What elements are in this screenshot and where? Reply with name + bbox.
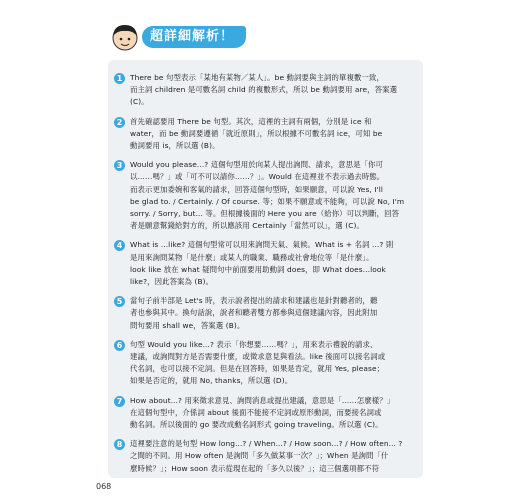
item-text: 首先確認要用 There be 句型。其次，這裡的主詞有兩個，分別是 ice 和 water，而 be 動詞要遵循「就近原則」，所以根據不可數名詞 ice，可知 be 動詞要用 is，所以選 (B)。 [130,116,383,151]
item-number: 2 [114,117,125,128]
item-text: 這裡要注意的是句型 How long...? / When...? / How soon...? / How often... ? 之間的不同。用 How often 是詢問「多久做某事一次？」；When 是詢問「什 麼時候？」；How soon 表示從現在起的「多久以後？」；這三個選項都不符 [130,439,403,473]
item-number: 3 [114,160,125,171]
list-item [114,116,416,153]
list-item [114,239,416,288]
item-number: 8 [114,439,125,450]
list-item [114,72,416,109]
list-item [114,438,416,475]
item-number: 6 [114,340,125,351]
item-text: Would you please...? 這個句型用於向某人提出詢問、請求，意思是「你可 以……嗎？」或「可不可以請你……？」。Would 在這裡並不表示過去時態。 而表示更加委婉和客氣的請求，回答這個句型時，如果願意，可以說 Yes, I'll be glad to. / Certainly. / Of course. 等；如果不願意或不能夠，可以說 No, I'm sorry. / Sorry, but... 等。但根據後面的 Here you are（給你）可以判斷，回答 者是願意幫錢給對方的，所以應該用 Certainly「當然可以」，選 (C)。 [130,160,405,231]
item-text: There be 句型表示「某地有某物／某人」。be 動詞要與主詞的單複數一致， 而主詞 children 是可數名詞 child 的複數形式，所以 be 動詞要用 are，答案選 (C)。 [130,73,398,107]
item-text: How about...? 用來徵求意見、詢問消息或提出建議，意思是「……怎麼樣？」 在這個句型中，介係詞 about 後面不能接不定詞或原形動詞，而要接名詞或 動名詞。所以後面的 go 要改成動名詞形式 going traveling。所以選 (C)。 [130,395,395,430]
list-item [114,395,416,432]
item-text: 當句子前半部是 Let's 時，表示說者提出的請求和建議也是針對聽者的，聽 者也參與其中。換句話說，說者和聽者雙方都參與這個建議內容，因此附加 問句要用 shall we，答案選 (B)。 [130,296,378,330]
boy-face-icon [110,22,140,52]
item-text: 句型 Would you like...? 表示「你想要……嗎？」，用來表示禮貌的請求、 建議，或詢問對方是否需要什麼，或徵求意見與看法。like 後面可以接名詞或 代名詞，也可以接不定詞。但是在回答時，如果是肯定，就用 Yes, please； 如果是否定的，就用 No, thanks，所以選 (D)。 [130,339,386,386]
item-number: 7 [114,396,125,407]
list-item [114,159,416,232]
item-text: What is ...like? 這個句型常可以用來詢問天氣、氣候。What is + 名詞 ...? 則 是用來詢問某物「是什麼」或某人的職業、職務或社會地位等「是什麼」。 look like 放在 what 疑問句中前面要用助動詞 does，即 What does...look like?，因此答案為 (B)。 [130,240,394,287]
item-number: 5 [114,296,125,307]
item-number: 4 [114,240,125,251]
page-number: 068 [96,482,112,491]
book-page [96,12,426,490]
item-number: 1 [114,73,125,84]
list-item [114,295,416,332]
section-title: 超詳細解析！ [142,26,246,48]
list-item [114,339,416,388]
explanation-list [114,72,416,482]
